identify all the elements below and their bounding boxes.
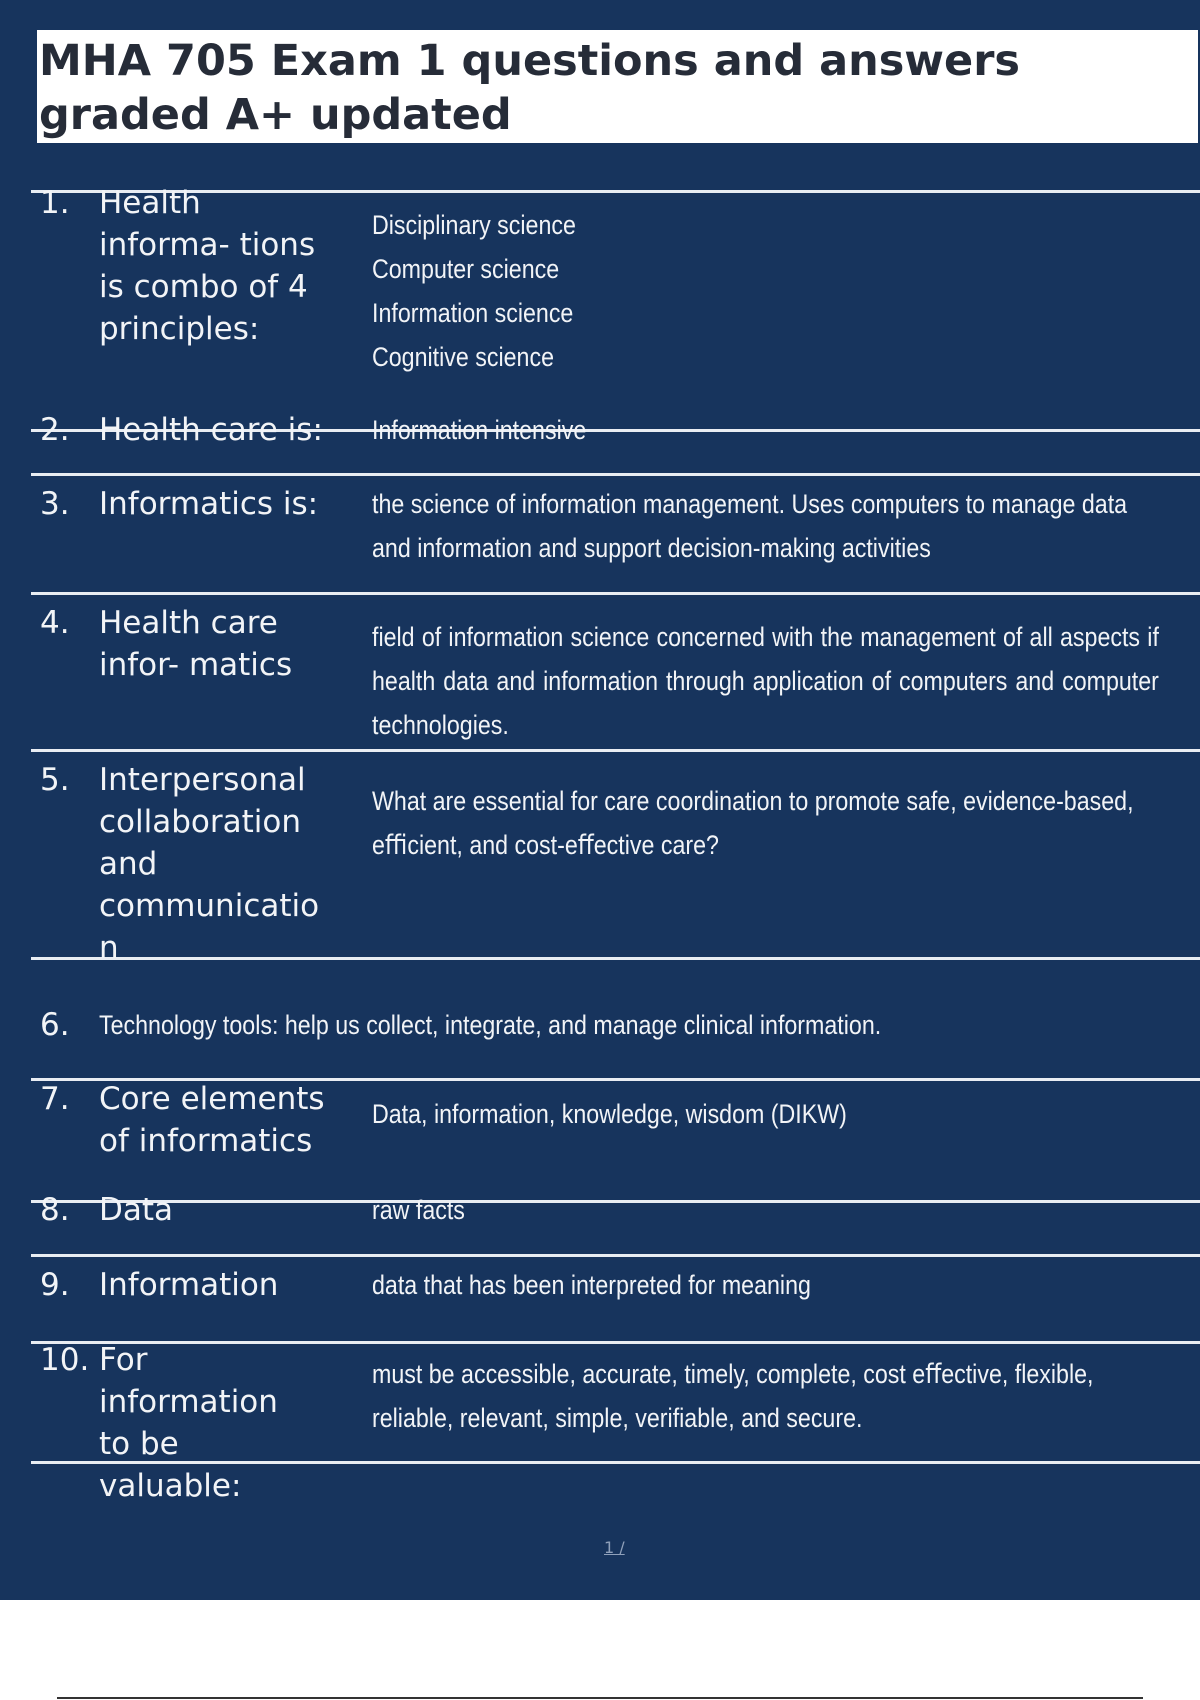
qa-term: Health care infor- matics [99,605,293,683]
qa-term: Data [99,1192,174,1228]
qa-answer: raw facts [372,1195,465,1225]
qa-number: 8. [40,1192,70,1228]
qa-term: Interpersonal collaboration and communicatio n [99,762,320,966]
row-divider [31,1254,1200,1257]
qa-answer: the science of information management. Uses computers to manage data and information and support decision-making activities [372,489,1128,563]
qa-number: 9. [40,1267,70,1303]
qa-number: 6. [40,1007,70,1043]
footer-rule [57,1697,1143,1699]
qa-term: Informatics is: [99,486,319,522]
qa-number: 2. [40,412,70,448]
qa-number: 1. [40,185,70,221]
row-divider [31,592,1200,595]
document-title: MHA 705 Exam 1 questions and answers graded A+ updated [37,30,1198,143]
qa-term: Information [99,1267,279,1303]
qa-answer: Data, information, knowledge, wisdom (DIKW) [372,1099,847,1129]
row-divider [31,749,1200,752]
qa-answer: data that has been interpreted for meaning [372,1270,811,1300]
qa-term: Health care is: [99,412,323,448]
qa-answer: must be accessible, accurate, timely, complete, cost eﬀective, flexible, reliable, relevant, simple, verifiable, and secure. [372,1359,1094,1433]
qa-term: Core elements of informatics [99,1081,325,1159]
qa-number: 4. [40,605,70,641]
qa-answer: What are essential for care coordination to promote safe, evidence-based, eﬃcient, and cost-eﬀective care? [372,786,1134,860]
row-divider [31,473,1200,476]
qa-answer: field of information science concerned with the management of all aspects if health data and information through application of computers and computer technologies. [372,622,1159,740]
qa-term: For information to be valuable: [99,1342,278,1504]
qa-answer: Information intensive [372,415,587,445]
qa-number: 5. [40,762,70,798]
qa-number: 10. [40,1342,90,1378]
qa-full-line: Technology tools: help us collect, integrate, and manage clinical information. [99,1010,882,1040]
qa-number: 7. [40,1081,70,1117]
page-number: 1 / [604,1538,625,1557]
qa-term: Health informa- tions is combo of 4 principles: [99,185,316,347]
qa-number: 3. [40,486,70,522]
qa-answer: Disciplinary science Computer science Information science Cognitive science [372,210,576,372]
